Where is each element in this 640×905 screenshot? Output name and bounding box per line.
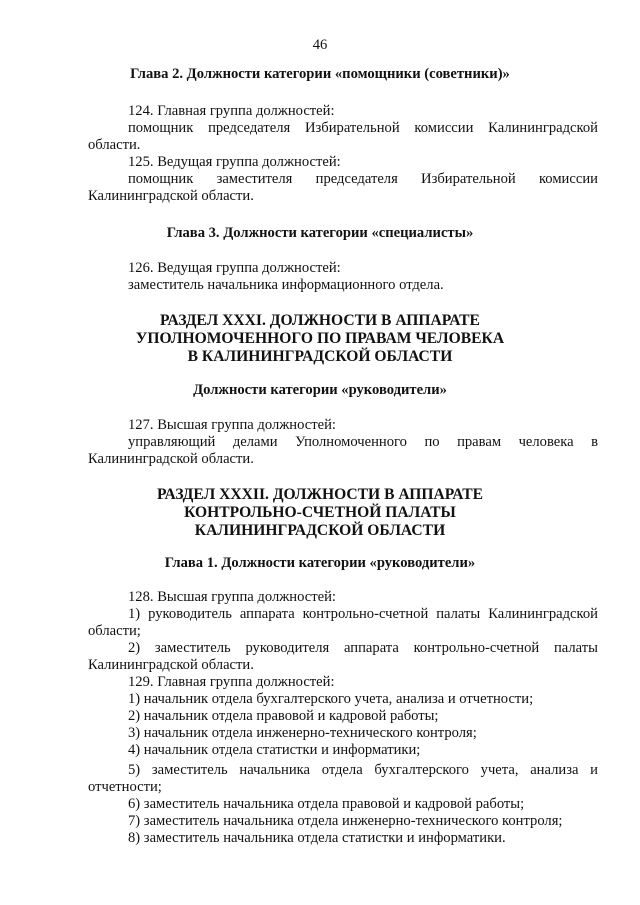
word: отдела — [321, 762, 363, 778]
word: председателя — [208, 120, 291, 136]
group-129-item: 7) заместитель начальника отдела инженерно-технического контроля; — [128, 813, 563, 829]
word: Избирательной — [421, 171, 516, 187]
group-128-heading: 128. Высшая группа должностей: — [128, 589, 336, 605]
section-32-title-line2: КОНТРОЛЬНО-СЧЕТНОЙ ПАЛАТЫ — [184, 504, 456, 521]
word: 2) — [128, 640, 141, 656]
word: комиссии — [538, 171, 598, 187]
word: по — [424, 434, 440, 450]
section-31-title-line2: УПОЛНОМОЧЕННОГО ПО ПРАВАМ ЧЕЛОВЕКА — [135, 330, 505, 347]
word: помощник — [128, 171, 194, 187]
word: 1) — [128, 606, 141, 622]
group-129-heading: 129. Главная группа должностей: — [128, 674, 335, 690]
group-129-item-5-end: отчетности; — [88, 779, 162, 795]
word: правам — [457, 434, 502, 450]
group-125-line — [128, 171, 598, 188]
group-128-item-1-end: области; — [88, 623, 141, 639]
word: анализа — [530, 762, 579, 778]
word: заместитель — [154, 640, 231, 656]
section-31-title-line1: РАЗДЕЛ XXXI. ДОЛЖНОСТИ В АППАРАТЕ — [160, 312, 480, 329]
word: делами — [232, 434, 278, 450]
section-32-title-line1: РАЗДЕЛ XXXII. ДОЛЖНОСТИ В АППАРАТЕ — [156, 486, 483, 503]
group-126-heading: 126. Ведущая группа должностей: — [128, 260, 341, 276]
group-125-line-end: Калининградской области. — [88, 188, 254, 204]
group-129-item: 4) начальник отдела статистки и информатики; — [128, 742, 421, 758]
group-127-heading: 127. Высшая группа должностей: — [128, 417, 336, 433]
section-32-chapter-1-title: Глава 1. Должности категории «руководители» — [164, 555, 476, 571]
group-129-item-5 — [128, 762, 598, 779]
word: помощник — [128, 120, 194, 136]
word: контрольно-счетной — [413, 640, 540, 656]
word: учета, — [480, 762, 519, 778]
group-129-item: 6) заместитель начальника отдела правовой и кадровой работы; — [128, 796, 525, 812]
word: контрольно-счетной — [302, 606, 429, 622]
group-124-heading: 124. Главная группа должностей: — [128, 103, 335, 119]
word: заместителя — [216, 171, 293, 187]
word: Уполномоченного — [295, 434, 407, 450]
word: бухгалтерского — [374, 762, 469, 778]
word: в — [591, 434, 598, 450]
word: и — [590, 762, 598, 778]
chapter-3-title: Глава 3. Должности категории «специалисты» — [166, 225, 474, 241]
word: заместитель — [151, 762, 228, 778]
word: начальника — [239, 762, 310, 778]
word: Калининградской — [488, 606, 598, 622]
group-128-item-1 — [128, 606, 598, 623]
word: управляющий — [128, 434, 216, 450]
group-126-item: заместитель начальника информационного отдела. — [128, 277, 444, 293]
section-32-title-line3: КАЛИНИНГРАДСКОЙ ОБЛАСТИ — [194, 522, 446, 539]
word: председателя — [315, 171, 398, 187]
word: Калининградской — [488, 120, 598, 136]
group-129-item: 8) заместитель начальника отдела статистки и информатики. — [128, 830, 506, 846]
word: руководитель — [148, 606, 232, 622]
word: аппарата — [239, 606, 295, 622]
word: руководителя — [245, 640, 330, 656]
group-125-heading: 125. Ведущая группа должностей: — [128, 154, 341, 170]
word: комиссии — [414, 120, 474, 136]
word: палаты — [553, 640, 598, 656]
group-127-line-end: Калининградской области. — [88, 451, 254, 467]
group-127-line — [128, 434, 598, 451]
group-128-item-2 — [128, 640, 598, 657]
group-129-item: 3) начальник отдела инженерно-технического контроля; — [128, 725, 477, 741]
word: человека — [518, 434, 574, 450]
word: 5) — [128, 762, 141, 778]
group-124-line-end: области. — [88, 137, 141, 153]
group-129-item: 1) начальник отдела бухгалтерского учета, анализа и отчетности; — [128, 691, 534, 707]
group-129-item: 2) начальник отдела правовой и кадровой работы; — [128, 708, 439, 724]
word: палаты — [436, 606, 481, 622]
group-128-item-2-end: Калининградской области. — [88, 657, 254, 673]
word: Избирательной — [304, 120, 400, 136]
chapter-2-title: Глава 2. Должности категории «помощники (советники)» — [130, 66, 510, 82]
word: аппарата — [344, 640, 399, 656]
section-31-subtitle: Должности категории «руководители» — [193, 382, 447, 398]
section-31-title-line3: В КАЛИНИНГРАДСКОЙ ОБЛАСТИ — [187, 348, 453, 365]
group-124-line — [128, 120, 598, 137]
page-number: 46 — [312, 37, 328, 53]
